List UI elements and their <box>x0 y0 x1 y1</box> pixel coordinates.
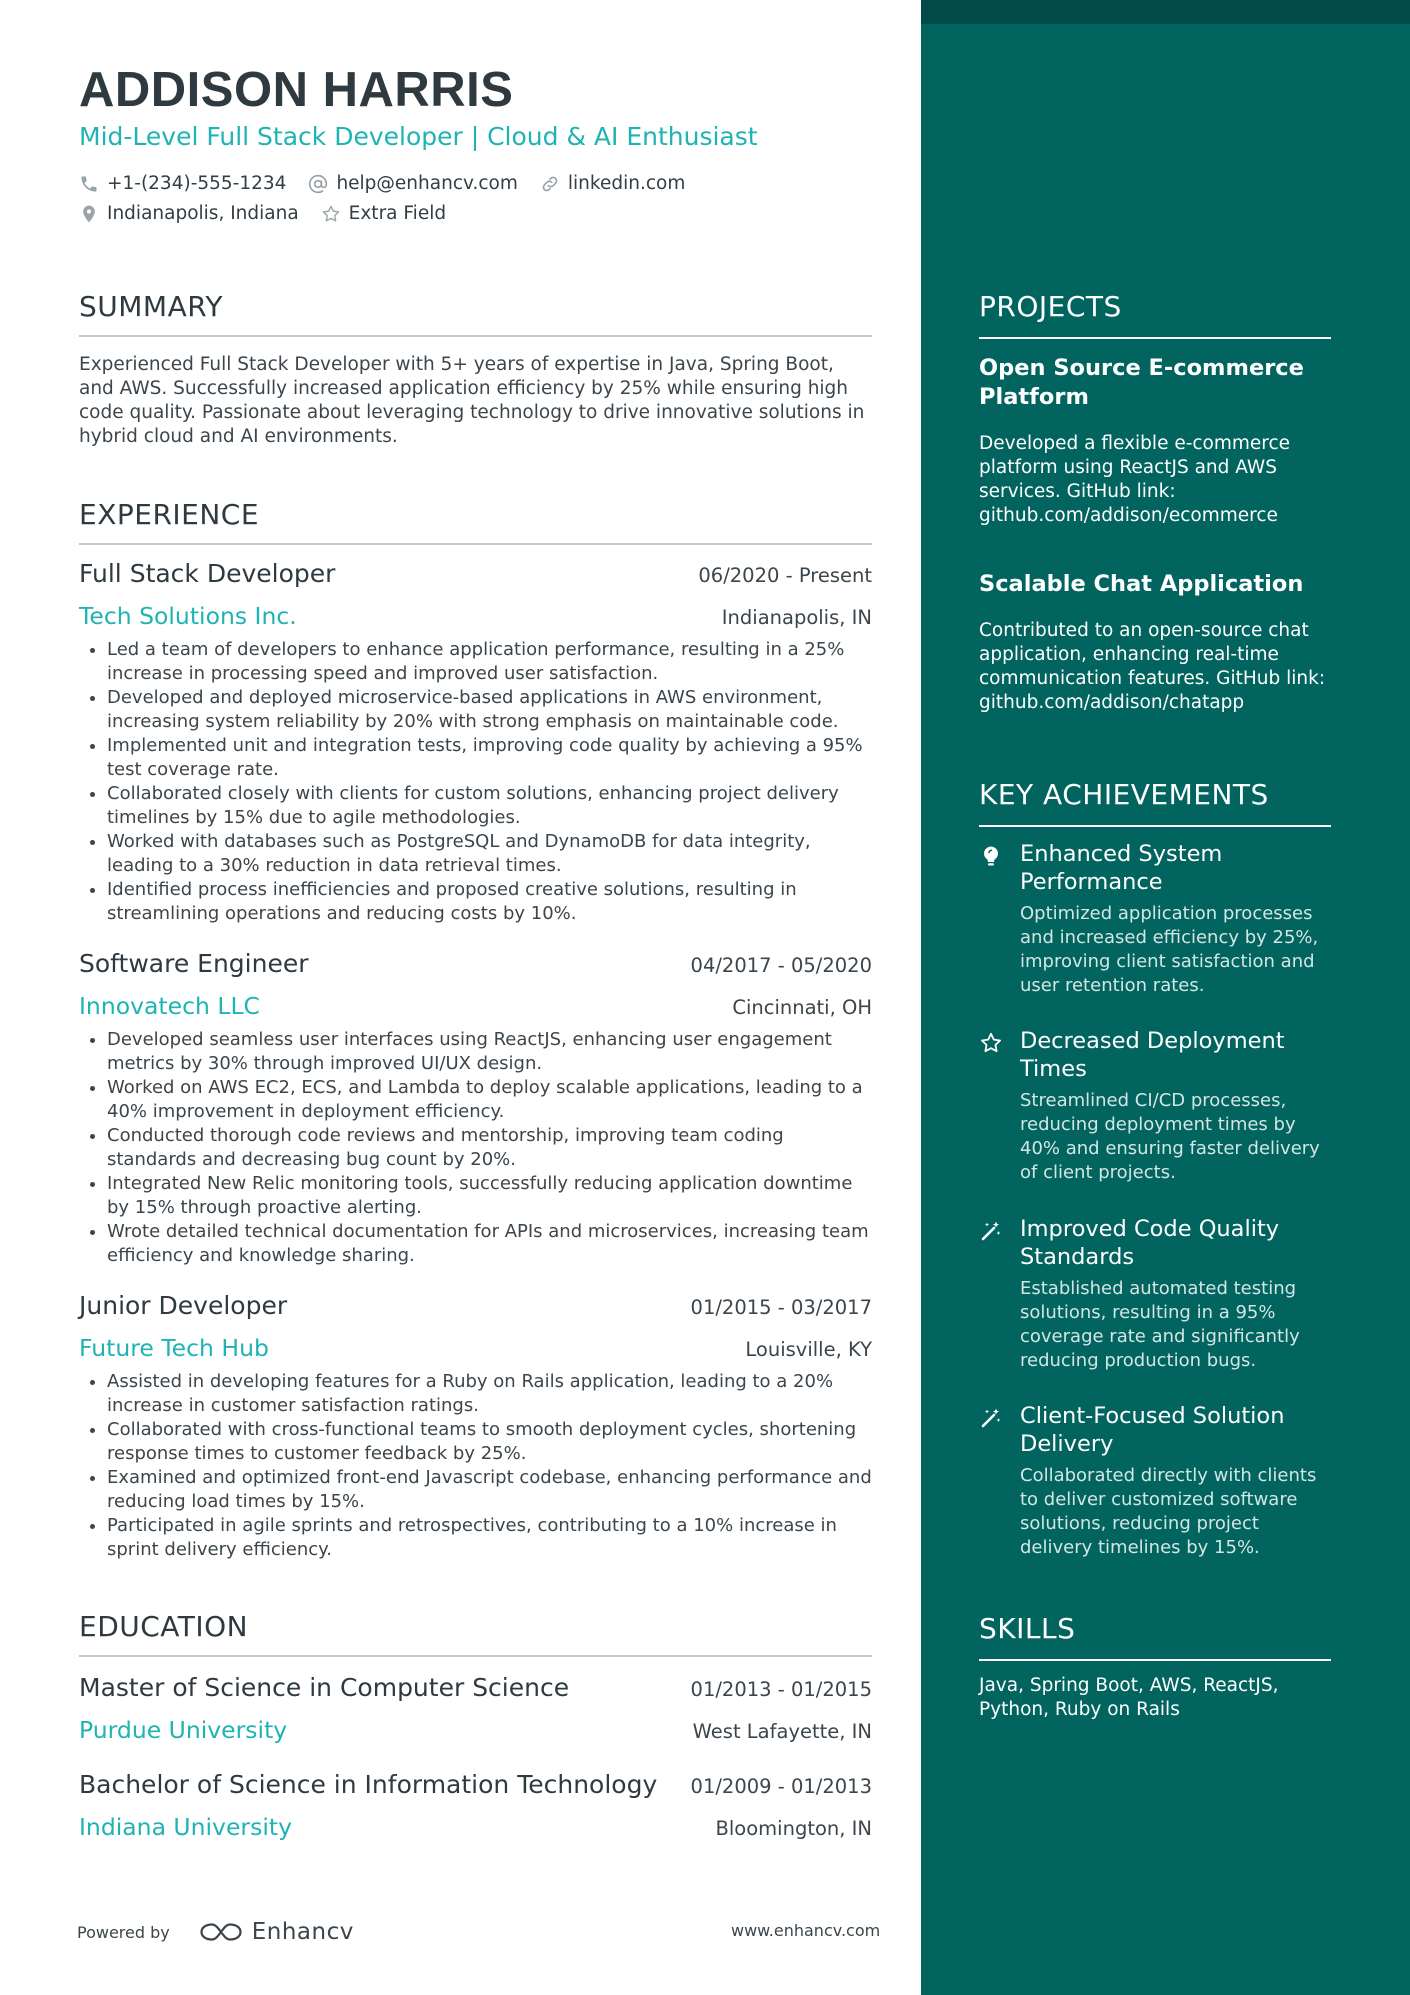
job-location: Indianapolis, IN <box>721 606 872 629</box>
sidebar-top-bar <box>921 0 1410 24</box>
job-bullets <box>79 1370 872 1562</box>
job-bullets <box>79 638 872 926</box>
job-bullets <box>79 1028 872 1268</box>
achievement-item <box>979 840 1331 998</box>
extra-field-text: Extra Field <box>348 203 447 224</box>
job-dates: 04/2017 - 05/2020 <box>690 954 872 977</box>
experience-entry <box>79 559 872 926</box>
summary-text: Experienced Full Stack Developer with 5+ years of expertise in Java, Spring Boot, and AWS. Successfully increased application efficiency by 25% while ensuring high code quality. Passionate about leveraging technology to drive innovative solutions in hybrid cloud and AI environments. <box>79 354 865 447</box>
enhancv-brand-name: Enhancv <box>251 1919 354 1945</box>
job-location: Cincinnati, OH <box>732 996 872 1019</box>
contact-location <box>79 203 299 224</box>
achievement-item <box>979 1215 1331 1373</box>
experience-heading: EXPERIENCE <box>79 498 872 545</box>
footer-url[interactable]: www.enhancv.com <box>731 1921 881 1940</box>
skills-heading: SKILLS <box>979 1612 1331 1661</box>
bullet-item: • Identified process inefficiencies and proposed creative solutions, resulting in streamlining operations and reducing costs by 10%. <box>107 878 872 926</box>
bullet-item: • Conducted thorough code reviews and mentorship, improving team coding standards and decreasing bug count by 20%. <box>107 1124 872 1172</box>
contact-extra <box>321 203 446 224</box>
bullet-item: • Integrated New Relic monitoring tools, successfully reducing application downtime by 15% through proactive alerting. <box>107 1172 872 1220</box>
enhancv-logo[interactable] <box>198 1919 354 1945</box>
job-title: Junior Developer <box>79 1291 288 1320</box>
achievement-item <box>979 1402 1331 1560</box>
job-dates: 01/2015 - 03/2017 <box>690 1296 872 1319</box>
projects-heading: PROJECTS <box>979 290 1331 339</box>
bullet-item: • Implemented unit and integration tests, improving code quality by achieving a 95% test coverage rate. <box>107 734 872 782</box>
bullet-item: • Worked on AWS EC2, ECS, and Lambda to deploy scalable applications, leading to a 40% improvement in deployment efficiency. <box>107 1076 872 1124</box>
school-name: Purdue University <box>79 1716 288 1744</box>
summary-heading: SUMMARY <box>79 290 872 337</box>
contact-phone[interactable] <box>79 173 286 194</box>
phone-text: +1-(234)-555-1234 <box>107 173 287 194</box>
at-sign-icon <box>308 174 328 194</box>
skills-list: Java, Spring Boot, AWS, ReactJS, Python, Ruby on Rails <box>979 1675 1279 1720</box>
lightbulb-icon <box>979 844 1003 868</box>
achievement-item <box>979 1027 1331 1185</box>
bullet-item: • Participated in agile sprints and retrospectives, contributing to a 10% increase in sprint delivery efficiency. <box>107 1514 872 1562</box>
job-title: Software Engineer <box>79 949 309 978</box>
achievements-heading: KEY ACHIEVEMENTS <box>979 778 1331 827</box>
bullet-item: • Developed seamless user interfaces using ReactJS, enhancing user engagement metrics by 30% through improved UI/UX design. <box>107 1028 872 1076</box>
bullet-item: • Collaborated closely with clients for custom solutions, enhancing project delivery timelines by 15% due to agile methodologies. <box>107 782 872 830</box>
degree-title: Master of Science in Computer Science <box>79 1673 570 1702</box>
achievement-description: Collaborated directly with clients to deliver customized software solutions, reducing project delivery timelines by 15%. <box>1020 1465 1317 1558</box>
candidate-name: ADDISON HARRIS <box>79 63 514 117</box>
experience-entry <box>79 1291 872 1562</box>
job-title: Full Stack Developer <box>79 559 336 588</box>
bullet-item: • Examined and optimized front-end Javascript codebase, enhancing performance and reducing load times by 15%. <box>107 1466 872 1514</box>
achievement-title: Decreased Deployment Times <box>1020 1028 1285 1082</box>
degree-title: Bachelor of Science in Information Technology <box>79 1770 658 1799</box>
magic-wand-icon <box>979 1406 1003 1430</box>
education-heading: EDUCATION <box>79 1610 872 1657</box>
bullet-item: • Assisted in developing features for a Ruby on Rails application, leading to a 20% increase in customer satisfaction ratings. <box>107 1370 872 1418</box>
school-location: Bloomington, IN <box>715 1817 872 1840</box>
location-text: Indianapolis, Indiana <box>107 203 299 224</box>
company-name: Tech Solutions Inc. <box>79 602 297 630</box>
star-icon <box>979 1031 1003 1055</box>
powered-by-label: Powered by <box>77 1922 170 1942</box>
footer-powered-by <box>77 1919 354 1945</box>
school-location: West Lafayette, IN <box>692 1720 872 1743</box>
contact-row-1 <box>79 173 707 194</box>
bullet-item: • Developed and deployed microservice-based applications in AWS environment, increasing system reliability by 20% with strong emphasis on maintainable code. <box>107 686 872 734</box>
achievement-title: Client-Focused Solution Delivery <box>1020 1403 1285 1457</box>
company-name: Innovatech LLC <box>79 992 260 1020</box>
education-dates: 01/2009 - 01/2013 <box>690 1775 872 1798</box>
project-description: Contributed to an open-source chat application, enhancing real-time communication features. GitHub link: github.com/addison/chatapp <box>979 620 1326 713</box>
location-pin-icon <box>79 204 99 224</box>
experience-entry <box>79 949 872 1268</box>
email-text: help@enhancv.com <box>336 173 518 194</box>
contact-row-2 <box>79 203 468 224</box>
achievement-description: Optimized application processes and increased efficiency by 25%, improving client satisfaction and user retention rates. <box>1020 903 1319 996</box>
job-location: Louisville, KY <box>745 1338 872 1361</box>
magic-wand-icon <box>979 1219 1003 1243</box>
enhancv-logo-icon <box>198 1920 244 1944</box>
project-item <box>979 354 1331 528</box>
education-entry <box>79 1770 872 1841</box>
school-name: Indiana University <box>79 1813 292 1841</box>
project-title: Open Source E-commerce Platform <box>979 355 1304 410</box>
candidate-headline: Mid-Level Full Stack Developer | Cloud & AI Enthusiast <box>79 122 758 151</box>
education-entry <box>79 1673 872 1744</box>
star-outline-icon <box>321 204 341 224</box>
bullet-item: • Led a team of developers to enhance application performance, resulting in a 25% increase in processing speed and improved user satisfaction. <box>107 638 872 686</box>
project-title: Scalable Chat Application <box>979 571 1304 597</box>
project-item <box>979 570 1331 715</box>
achievement-description: Established automated testing solutions, resulting in a 95% coverage rate and significantly reducing production bugs. <box>1020 1278 1300 1371</box>
contact-linkedin[interactable] <box>540 173 685 194</box>
achievement-title: Improved Code Quality Standards <box>1020 1216 1280 1270</box>
company-name: Future Tech Hub <box>79 1334 269 1362</box>
achievement-title: Enhanced System Performance <box>1020 841 1223 895</box>
phone-icon <box>79 174 99 194</box>
bullet-item: • Collaborated with cross-functional teams to smooth deployment cycles, shortening response times to customer feedback by 25%. <box>107 1418 872 1466</box>
contact-email[interactable] <box>308 173 517 194</box>
achievement-description: Streamlined CI/CD processes, reducing deployment times by 40% and ensuring faster delivery of client projects. <box>1020 1090 1320 1183</box>
link-icon <box>540 174 560 194</box>
project-description: Developed a flexible e-commerce platform using ReactJS and AWS services. GitHub link: github.com/addison/ecommerce <box>979 433 1291 526</box>
education-dates: 01/2013 - 01/2015 <box>690 1678 872 1701</box>
bullet-item: • Wrote detailed technical documentation for APIs and microservices, increasing team efficiency and knowledge sharing. <box>107 1220 872 1268</box>
job-dates: 06/2020 - Present <box>698 564 872 587</box>
linkedin-text: linkedin.com <box>567 173 686 194</box>
bullet-item: • Worked with databases such as PostgreSQL and DynamoDB for data integrity, leading to a 30% reduction in data retrieval times. <box>107 830 872 878</box>
